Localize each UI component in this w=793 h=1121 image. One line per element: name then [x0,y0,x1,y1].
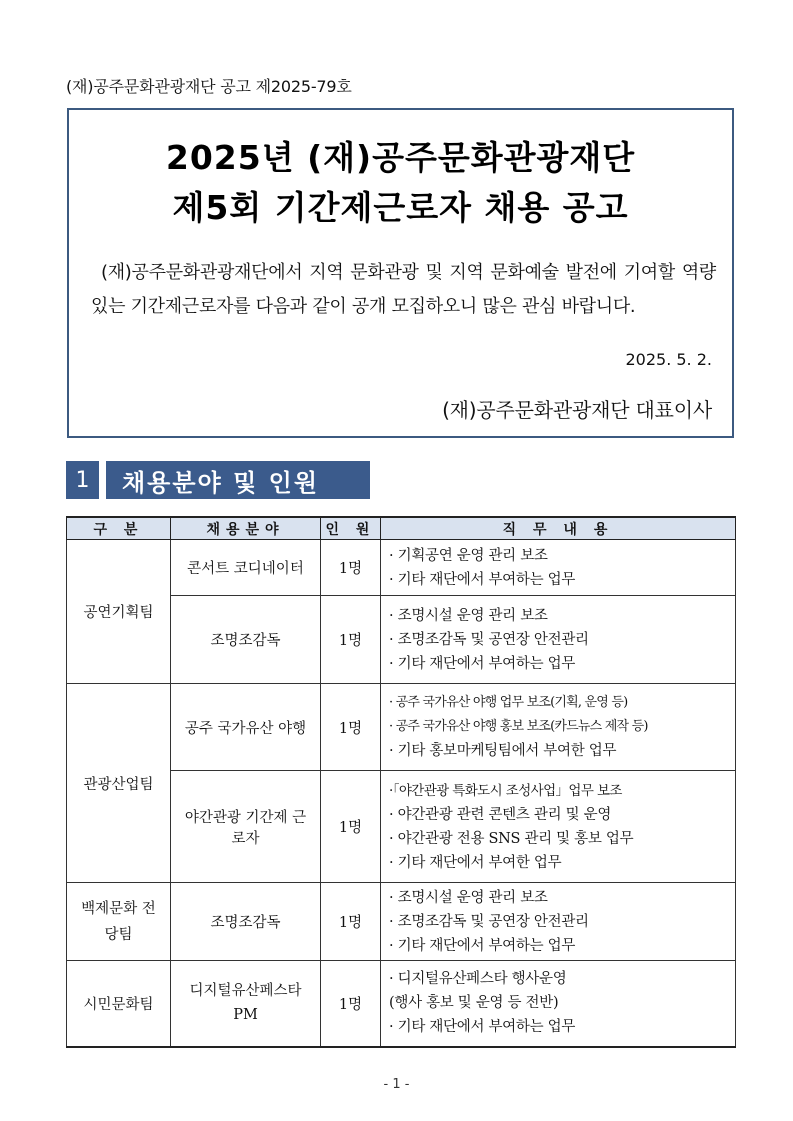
duty-line: · 공주 국가유산 야행 업무 보조(기획, 운영 등) [389,695,628,710]
header-division: 구 분 [67,517,171,540]
team-cell: 시민문화팀 [67,961,171,1047]
field-cell: 조명조감독 [171,883,321,961]
intro-paragraph: (재)공주문화관광재단에서 지역 문화관광 및 지역 문화예술 발전에 기여할 역량있는 기간제근로자를 다음과 같이 공개 모집하오니 많은 관심 바랍니다. [91,262,716,317]
field-cell: 디지털유산페스타 PM [171,961,321,1047]
duty-line: ·「야간관광 특화도시 조성사업」업무 보조 [389,782,622,799]
duties-cell [381,961,736,1047]
table-row [67,961,736,1047]
duty-line: · 기타 재단에서 부여하는 업무 [389,655,576,672]
announcement-date: 2025. 5. 2. [625,350,712,369]
duty-line: · 기타 재단에서 부여하는 업무 [389,571,576,588]
header-count: 인 원 [321,517,381,540]
duty-line: · 조명시설 운영 관리 보조 [389,889,548,906]
duty-line: (행사 홍보 및 운영 등 전반) [389,995,559,1012]
table-row [67,540,736,596]
team-cell: 백제문화 전당팀 [67,883,171,961]
duty-line: · 디지털유산페스타 행사운영 [389,971,567,988]
table-header-row [67,517,736,540]
title-line-1: 2025년 (재)공주문화관광재단 [165,138,636,177]
field-cell: 조명조감독 [171,596,321,684]
duties-cell [381,596,736,684]
count-cell: 1명 [321,540,381,596]
count-cell: 1명 [321,961,381,1047]
recruitment-table [66,516,736,1048]
announcement-header-box [67,108,734,438]
section-title: 채용분야 및 인원 [106,461,370,499]
field-cell: 야간관광 기간제 근로자 [171,771,321,883]
duty-line: · 야간관광 관련 콘텐츠 관리 및 운영 [389,806,612,823]
duty-line: · 조명시설 운영 관리 보조 [389,607,548,624]
duty-line: · 조명조감독 및 공연장 안전관리 [389,631,589,648]
count-cell: 1명 [321,771,381,883]
duties-cell [381,771,736,883]
duties-cell [381,540,736,596]
duties-cell [381,883,736,961]
duty-line: · 기획공연 운영 관리 보조 [389,547,548,564]
field-cell: 공주 국가유산 야행 [171,684,321,771]
duties-cell [381,684,736,771]
duty-line: · 기타 재단에서 부여하는 업무 [389,937,576,954]
title-line-2: 제5회 기간제근로자 채용 공고 [172,188,629,227]
team-cell: 관광산업팀 [67,684,171,883]
count-cell: 1명 [321,883,381,961]
section-number-badge: 1 [66,461,99,499]
header-field: 채용분야 [171,517,321,540]
notice-number: (재)공주문화관광재단 공고 제2025-79호 [66,77,352,96]
field-cell: 콘서트 코디네이터 [171,540,321,596]
table-row [67,684,736,771]
count-cell: 1명 [321,684,381,771]
page-number: - 1 - [383,1077,410,1092]
duty-line: · 기타 재단에서 부여한 업무 [389,854,562,871]
duty-line: · 야간관광 전용 SNS 관리 및 홍보 업무 [389,830,634,847]
team-cell: 공연기획팀 [67,540,171,684]
count-cell: 1명 [321,596,381,684]
issuer-name: (재)공주문화관광재단 대표이사 [442,398,712,422]
duty-line: · 기타 홍보마케팅팀에서 부여한 업무 [389,743,617,759]
duty-line: · 조명조감독 및 공연장 안전관리 [389,913,589,930]
table-row [67,883,736,961]
duty-line: · 기타 재단에서 부여하는 업무 [389,1019,576,1036]
header-duties: 직 무 내 용 [381,517,736,540]
duty-line: · 공주 국가유산 야행 홍보 보조(카드뉴스 제작 등) [389,719,648,734]
